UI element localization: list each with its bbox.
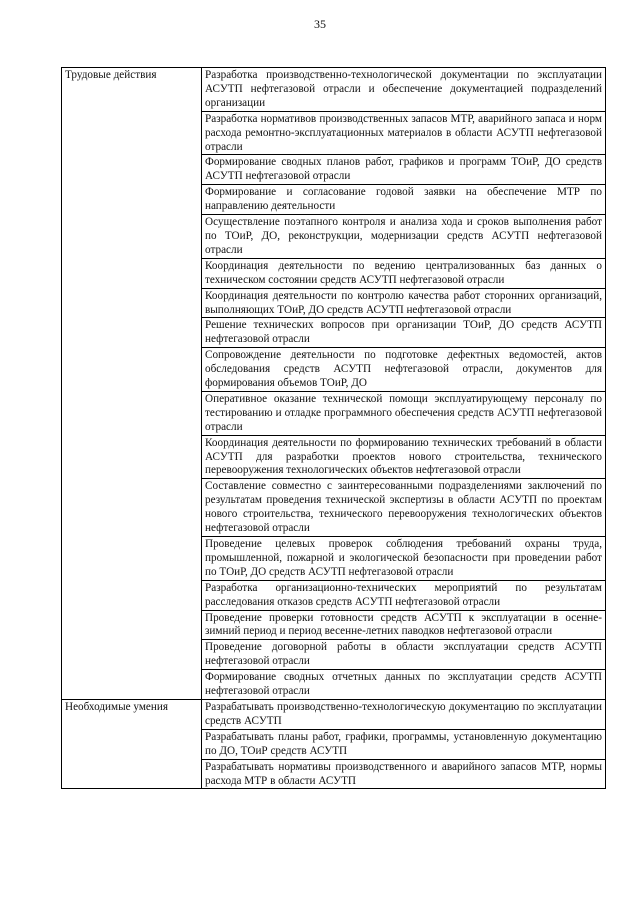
section-label: Трудовые действия (62, 68, 202, 700)
section-item: Разработка нормативов производственных запасов МТР, аварийного запаса и норм расхода ремонтно-эксплуатационных материалов в области АСУТП нефтегазовой отрасли (202, 111, 606, 155)
section-item: Формирование сводных отчетных данных по эксплуатации средств АСУТП нефтегазовой отрасли (202, 670, 606, 700)
section-item: Проведение проверки готовности средств АСУТП к эксплуатации в осенне-зимний период и период весенне-летних паводков нефтегазовой отрасли (202, 610, 606, 640)
labor-functions-table (61, 67, 606, 789)
table-row (62, 699, 606, 729)
section-item: Проведение договорной работы в области эксплуатации средств АСУТП нефтегазовой отрасли (202, 640, 606, 670)
section-item: Осуществление поэтапного контроля и анализа хода и сроков выполнения работ по ТОиР, ДО, реконструкции, модернизации средств АСУТП нефтегазовой отрасли (202, 215, 606, 259)
section-item: Координация деятельности по формированию технических требований в области АСУТП для разработки проектов нового строительства, технического перевооружения технологических объектов нефтегазовой отрасли (202, 435, 606, 479)
section-item: Разрабатывать планы работ, графики, программы, установленную документацию по ДО, ТОиР средств АСУТП (202, 729, 606, 759)
table-row (62, 68, 606, 112)
section-item: Формирование сводных планов работ, графиков и программ ТОиР, ДО средств АСУТП нефтегазовой отрасли (202, 155, 606, 185)
section-item: Составление совместно с заинтересованными подразделениями заключений по результатам проведения технической экспертизы в области АСУТП по проектам нового строительства, технического перевооружения технологических объектов нефтегазовой отрасли (202, 479, 606, 537)
section-item: Проведение целевых проверок соблюдения требований охраны труда, промышленной, пожарной и экологической безопасности при проведении работ по ТОиР, ДО средств АСУТП нефтегазовой отрасли (202, 537, 606, 581)
section-item: Разрабатывать производственно-технологическую документацию по эксплуатации средств АСУТП (202, 699, 606, 729)
section-item: Оперативное оказание технической помощи эксплуатирующему персоналу по тестированию и отладке программного обеспечения средств АСУТП нефтегазовой отрасли (202, 391, 606, 435)
page-number: 35 (314, 17, 326, 31)
section-item: Координация деятельности по контролю качества работ сторонних организаций, выполняющих ТОиР, ДО средств АСУТП нефтегазовой отрасли (202, 288, 606, 318)
section-label: Необходимые умения (62, 699, 202, 788)
section-item: Разрабатывать нормативы производственного и аварийного запасов МТР, нормы расхода МТР в области АСУТП (202, 759, 606, 789)
section-item: Решение технических вопросов при организации ТОиР, ДО средств АСУТП нефтегазовой отрасли (202, 318, 606, 348)
section-item: Сопровождение деятельности по подготовке дефектных ведомостей, актов обследования средств АСУТП нефтегазовой отрасли, документов для формирования объемов ТОиР, ДО (202, 348, 606, 392)
section-item: Формирование и согласование годовой заявки на обеспечение МТР по направлению деятельности (202, 185, 606, 215)
section-item: Разработка производственно-технологической документации по эксплуатации АСУТП нефтегазовой отрасли и обеспечение документацией подразделений организации (202, 68, 606, 112)
section-item: Координация деятельности по ведению централизованных баз данных о техническом состоянии средств АСУТП нефтегазовой отрасли (202, 258, 606, 288)
section-item: Разработка организационно-технических мероприятий по результатам расследования отказов средств АСУТП нефтегазовой отрасли (202, 580, 606, 610)
